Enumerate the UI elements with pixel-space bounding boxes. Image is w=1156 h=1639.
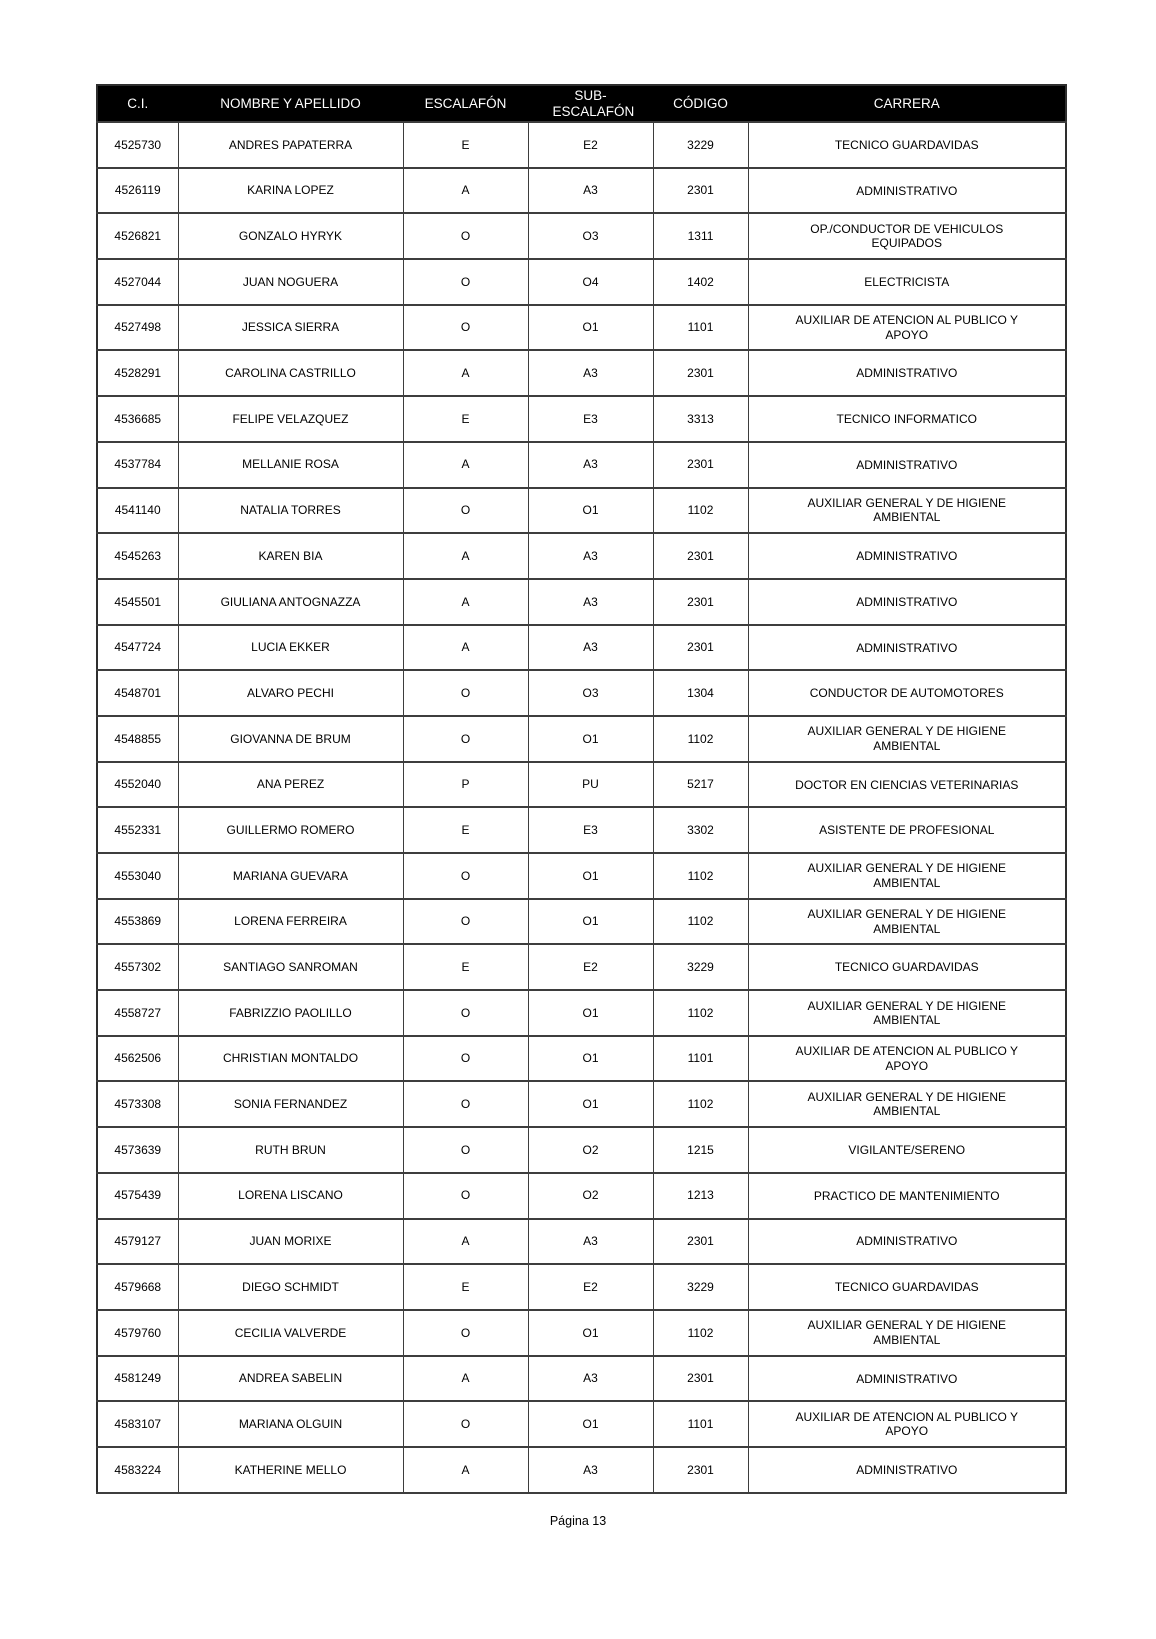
- cell-nombre: KARINA LOPEZ: [178, 168, 403, 214]
- carrera-text: CONDUCTOR DE AUTOMOTORES: [809, 686, 1004, 701]
- cell-codigo: 1102: [653, 990, 748, 1036]
- carrera-text: AUXILIAR GENERAL Y DE HIGIENE AMBIENTAL: [807, 998, 1006, 1027]
- cell-ci: 4526821: [97, 213, 178, 259]
- cell-codigo: 1311: [653, 213, 748, 259]
- cell-escalafon: O: [403, 1173, 528, 1219]
- cell-carrera: [748, 1036, 1066, 1082]
- carrera-text: AUXILIAR GENERAL Y DE HIGIENE AMBIENTAL: [807, 495, 1006, 525]
- cell-sub-escalafon: A3: [528, 168, 653, 214]
- cell-nombre: ANDRES PAPATERRA: [178, 122, 403, 168]
- table-row: [97, 1219, 1066, 1265]
- cell-ci: 4579127: [97, 1219, 178, 1265]
- cell-carrera: [748, 1401, 1066, 1447]
- cell-ci: 4541140: [97, 488, 178, 534]
- cell-ci: 4548855: [97, 716, 178, 762]
- cell-escalafon: E: [403, 396, 528, 442]
- table-row: [97, 168, 1066, 214]
- cell-nombre: ALVARO PECHI: [178, 670, 403, 716]
- cell-sub-escalafon: O2: [528, 1173, 653, 1219]
- cell-sub-escalafon: PU: [528, 762, 653, 808]
- table-row: [97, 1356, 1066, 1402]
- cell-codigo: 1102: [653, 716, 748, 762]
- cell-sub-escalafon: A3: [528, 442, 653, 488]
- cell-ci: 4545263: [97, 533, 178, 579]
- cell-escalafon: O: [403, 716, 528, 762]
- cell-sub-escalafon: O1: [528, 899, 653, 945]
- cell-sub-escalafon: O4: [528, 259, 653, 305]
- cell-sub-escalafon: A3: [528, 1219, 653, 1265]
- cell-carrera: [748, 1219, 1066, 1265]
- carrera-text: AUXILIAR GENERAL Y DE HIGIENE AMBIENTAL: [807, 861, 1006, 890]
- carrera-text: AUXILIAR GENERAL Y DE HIGIENE AMBIENTAL: [807, 907, 1006, 936]
- carrera-text: ADMINISTRATIVO: [856, 1234, 958, 1249]
- cell-carrera: [748, 716, 1066, 762]
- table-row: [97, 579, 1066, 625]
- cell-sub-escalafon: E2: [528, 944, 653, 990]
- carrera-text: ADMINISTRATIVO: [856, 366, 958, 381]
- cell-nombre: GONZALO HYRYK: [178, 213, 403, 259]
- personnel-table: [96, 84, 1067, 1494]
- cell-ci: 4553869: [97, 899, 178, 945]
- cell-codigo: 3313: [653, 396, 748, 442]
- carrera-text: TECNICO GUARDAVIDAS: [834, 960, 979, 975]
- cell-escalafon: A: [403, 1219, 528, 1265]
- carrera-text: AUXILIAR DE ATENCION AL PUBLICO Y APOYO: [795, 313, 1018, 342]
- table-row: [97, 350, 1066, 396]
- cell-sub-escalafon: A3: [528, 350, 653, 396]
- cell-escalafon: A: [403, 579, 528, 625]
- cell-codigo: 2301: [653, 625, 748, 671]
- cell-nombre: DIEGO SCHMIDT: [178, 1264, 403, 1310]
- table-row: [97, 990, 1066, 1036]
- carrera-text: AUXILIAR DE ATENCION AL PUBLICO Y APOYO: [795, 1409, 1018, 1439]
- cell-ci: 4528291: [97, 350, 178, 396]
- cell-nombre: CAROLINA CASTRILLO: [178, 350, 403, 396]
- cell-escalafon: O: [403, 899, 528, 945]
- table-row: [97, 488, 1066, 534]
- cell-codigo: 3229: [653, 1264, 748, 1310]
- table-row: [97, 396, 1066, 442]
- cell-ci: 4579668: [97, 1264, 178, 1310]
- column-header-escalafon: ESCALAFÓN: [403, 85, 528, 122]
- carrera-text: ADMINISTRATIVO: [856, 457, 958, 472]
- cell-codigo: 3229: [653, 944, 748, 990]
- cell-escalafon: O: [403, 990, 528, 1036]
- cell-nombre: KATHERINE MELLO: [178, 1447, 403, 1493]
- cell-carrera: [748, 396, 1066, 442]
- cell-ci: 4552040: [97, 762, 178, 808]
- table-row: [97, 1264, 1066, 1310]
- cell-carrera: [748, 853, 1066, 899]
- cell-sub-escalafon: E3: [528, 396, 653, 442]
- cell-ci: 4527498: [97, 305, 178, 351]
- cell-carrera: [748, 1447, 1066, 1493]
- cell-ci: 4547724: [97, 625, 178, 671]
- cell-ci: 4548701: [97, 670, 178, 716]
- carrera-text: AUXILIAR GENERAL Y DE HIGIENE AMBIENTAL: [807, 724, 1006, 753]
- cell-codigo: 1101: [653, 305, 748, 351]
- cell-sub-escalafon: O1: [528, 1081, 653, 1127]
- carrera-text: AUXILIAR DE ATENCION AL PUBLICO Y APOYO: [795, 1044, 1018, 1073]
- carrera-text: ADMINISTRATIVO: [856, 1462, 958, 1477]
- cell-codigo: 1101: [653, 1401, 748, 1447]
- cell-sub-escalafon: O1: [528, 1310, 653, 1356]
- table-row: [97, 305, 1066, 351]
- column-header-codigo: CÓDIGO: [653, 85, 748, 122]
- cell-escalafon: A: [403, 1356, 528, 1402]
- table-row: [97, 1401, 1066, 1447]
- carrera-text: TECNICO GUARDAVIDAS: [834, 1280, 979, 1295]
- cell-nombre: RUTH BRUN: [178, 1127, 403, 1173]
- cell-codigo: 1102: [653, 488, 748, 534]
- cell-escalafon: O: [403, 1401, 528, 1447]
- page-number: Página 13: [549, 1514, 607, 1528]
- cell-escalafon: E: [403, 807, 528, 853]
- cell-ci: 4552331: [97, 807, 178, 853]
- cell-ci: 4575439: [97, 1173, 178, 1219]
- carrera-text: AUXILIAR GENERAL Y DE HIGIENE AMBIENTAL: [807, 1318, 1006, 1347]
- cell-carrera: [748, 350, 1066, 396]
- cell-codigo: 1102: [653, 1310, 748, 1356]
- cell-nombre: LUCIA EKKER: [178, 625, 403, 671]
- cell-escalafon: O: [403, 1310, 528, 1356]
- cell-escalafon: O: [403, 1036, 528, 1082]
- cell-ci: 4527044: [97, 259, 178, 305]
- table-row: [97, 1081, 1066, 1127]
- cell-nombre: LORENA LISCANO: [178, 1173, 403, 1219]
- cell-sub-escalafon: O1: [528, 990, 653, 1036]
- cell-nombre: ANDREA SABELIN: [178, 1356, 403, 1402]
- cell-ci: 4557302: [97, 944, 178, 990]
- cell-nombre: CECILIA VALVERDE: [178, 1310, 403, 1356]
- table-row: [97, 899, 1066, 945]
- cell-escalafon: E: [403, 944, 528, 990]
- cell-escalafon: O: [403, 213, 528, 259]
- cell-codigo: 1304: [653, 670, 748, 716]
- cell-escalafon: O: [403, 853, 528, 899]
- cell-ci: 4579760: [97, 1310, 178, 1356]
- cell-sub-escalafon: O1: [528, 853, 653, 899]
- cell-codigo: 2301: [653, 1356, 748, 1402]
- cell-codigo: 3229: [653, 122, 748, 168]
- cell-carrera: [748, 1310, 1066, 1356]
- cell-nombre: MARIANA GUEVARA: [178, 853, 403, 899]
- cell-ci: 4583224: [97, 1447, 178, 1493]
- cell-ci: 4558727: [97, 990, 178, 1036]
- cell-ci: 4573308: [97, 1081, 178, 1127]
- cell-carrera: [748, 533, 1066, 579]
- cell-escalafon: O: [403, 1127, 528, 1173]
- carrera-text: AUXILIAR GENERAL Y DE HIGIENE AMBIENTAL: [807, 1089, 1006, 1119]
- table-row: [97, 122, 1066, 168]
- cell-ci: 4573639: [97, 1127, 178, 1173]
- column-header-ci: C.I.: [97, 85, 178, 122]
- cell-nombre: MELLANIE ROSA: [178, 442, 403, 488]
- cell-carrera: [748, 944, 1066, 990]
- column-header-carrera: CARRERA: [748, 85, 1066, 122]
- cell-escalafon: E: [403, 122, 528, 168]
- cell-nombre: CHRISTIAN MONTALDO: [178, 1036, 403, 1082]
- carrera-text: ASISTENTE DE PROFESIONAL: [819, 823, 995, 838]
- cell-nombre: LORENA FERREIRA: [178, 899, 403, 945]
- cell-escalafon: E: [403, 1264, 528, 1310]
- table-row: [97, 1036, 1066, 1082]
- cell-sub-escalafon: A3: [528, 1447, 653, 1493]
- cell-nombre: FELIPE VELAZQUEZ: [178, 396, 403, 442]
- cell-nombre: MARIANA OLGUIN: [178, 1401, 403, 1447]
- carrera-text: TECNICO INFORMATICO: [836, 412, 977, 427]
- cell-nombre: GIULIANA ANTOGNAZZA: [178, 579, 403, 625]
- cell-sub-escalafon: O1: [528, 716, 653, 762]
- table-row: [97, 944, 1066, 990]
- cell-sub-escalafon: O1: [528, 305, 653, 351]
- carrera-text: PRACTICO DE MANTENIMIENTO: [813, 1188, 1000, 1203]
- table-row: [97, 762, 1066, 808]
- table-row: [97, 807, 1066, 853]
- cell-sub-escalafon: O2: [528, 1127, 653, 1173]
- cell-carrera: [748, 990, 1066, 1036]
- cell-sub-escalafon: A3: [528, 1356, 653, 1402]
- cell-sub-escalafon: E3: [528, 807, 653, 853]
- cell-carrera: [748, 625, 1066, 671]
- cell-ci: 4526119: [97, 168, 178, 214]
- cell-ci: 4562506: [97, 1036, 178, 1082]
- cell-escalafon: A: [403, 533, 528, 579]
- table-row: [97, 670, 1066, 716]
- cell-codigo: 2301: [653, 442, 748, 488]
- cell-ci: 4537784: [97, 442, 178, 488]
- cell-ci: 4536685: [97, 396, 178, 442]
- carrera-text: ELECTRICISTA: [864, 275, 950, 290]
- cell-nombre: FABRIZZIO PAOLILLO: [178, 990, 403, 1036]
- cell-sub-escalafon: E2: [528, 122, 653, 168]
- carrera-text: ADMINISTRATIVO: [856, 640, 958, 655]
- carrera-text: ADMINISTRATIVO: [856, 183, 958, 198]
- cell-sub-escalafon: O1: [528, 488, 653, 534]
- cell-escalafon: O: [403, 488, 528, 534]
- table-row: [97, 625, 1066, 671]
- cell-sub-escalafon: O3: [528, 213, 653, 259]
- cell-codigo: 1213: [653, 1173, 748, 1219]
- cell-nombre: GUILLERMO ROMERO: [178, 807, 403, 853]
- cell-carrera: [748, 1081, 1066, 1127]
- carrera-text: ADMINISTRATIVO: [856, 594, 958, 609]
- cell-carrera: [748, 442, 1066, 488]
- cell-carrera: [748, 1173, 1066, 1219]
- table-row: [97, 1127, 1066, 1173]
- table-row: [97, 1310, 1066, 1356]
- cell-codigo: 1402: [653, 259, 748, 305]
- cell-escalafon: O: [403, 305, 528, 351]
- cell-carrera: [748, 305, 1066, 351]
- cell-codigo: 1215: [653, 1127, 748, 1173]
- cell-escalafon: O: [403, 1081, 528, 1127]
- cell-codigo: 2301: [653, 1219, 748, 1265]
- cell-escalafon: A: [403, 350, 528, 396]
- table-row: [97, 213, 1066, 259]
- cell-carrera: [748, 259, 1066, 305]
- cell-ci: 4583107: [97, 1401, 178, 1447]
- cell-codigo: 2301: [653, 168, 748, 214]
- cell-nombre: JUAN MORIXE: [178, 1219, 403, 1265]
- cell-sub-escalafon: A3: [528, 579, 653, 625]
- table-row: [97, 442, 1066, 488]
- cell-carrera: [748, 122, 1066, 168]
- cell-nombre: ANA PEREZ: [178, 762, 403, 808]
- cell-sub-escalafon: O1: [528, 1401, 653, 1447]
- cell-nombre: NATALIA TORRES: [178, 488, 403, 534]
- cell-escalafon: A: [403, 625, 528, 671]
- carrera-text: OP./CONDUCTOR DE VEHICULOS EQUIPADOS: [810, 221, 1004, 251]
- cell-nombre: SONIA FERNANDEZ: [178, 1081, 403, 1127]
- cell-codigo: 1101: [653, 1036, 748, 1082]
- table-row: [97, 259, 1066, 305]
- cell-nombre: JESSICA SIERRA: [178, 305, 403, 351]
- column-header-sub-escalafon: SUB-ESCALAFÓN: [528, 85, 653, 122]
- cell-sub-escalafon: O1: [528, 1036, 653, 1082]
- cell-carrera: [748, 899, 1066, 945]
- cell-codigo: 2301: [653, 350, 748, 396]
- cell-escalafon: O: [403, 670, 528, 716]
- cell-codigo: 1102: [653, 1081, 748, 1127]
- cell-carrera: [748, 1264, 1066, 1310]
- cell-escalafon: O: [403, 259, 528, 305]
- cell-codigo: 2301: [653, 579, 748, 625]
- cell-codigo: 1102: [653, 853, 748, 899]
- carrera-text: TECNICO GUARDAVIDAS: [834, 137, 979, 152]
- table-row: [97, 1447, 1066, 1493]
- cell-sub-escalafon: O3: [528, 670, 653, 716]
- cell-carrera: [748, 807, 1066, 853]
- cell-carrera: [748, 168, 1066, 214]
- cell-sub-escalafon: A3: [528, 625, 653, 671]
- cell-carrera: [748, 213, 1066, 259]
- table-row: [97, 716, 1066, 762]
- cell-sub-escalafon: A3: [528, 533, 653, 579]
- carrera-text: DOCTOR EN CIENCIAS VETERINARIAS: [795, 777, 1019, 792]
- cell-carrera: [748, 579, 1066, 625]
- cell-escalafon: A: [403, 168, 528, 214]
- table-row: [97, 1173, 1066, 1219]
- cell-ci: 4545501: [97, 579, 178, 625]
- carrera-text: ADMINISTRATIVO: [856, 549, 958, 564]
- column-header-nombre: NOMBRE Y APELLIDO: [178, 85, 403, 122]
- cell-escalafon: A: [403, 1447, 528, 1493]
- cell-carrera: [748, 670, 1066, 716]
- cell-nombre: JUAN NOGUERA: [178, 259, 403, 305]
- cell-ci: 4553040: [97, 853, 178, 899]
- carrera-text: VIGILANTE/SERENO: [848, 1143, 966, 1158]
- cell-codigo: 1102: [653, 899, 748, 945]
- cell-sub-escalafon: E2: [528, 1264, 653, 1310]
- cell-codigo: 2301: [653, 1447, 748, 1493]
- carrera-text: ADMINISTRATIVO: [856, 1371, 958, 1386]
- cell-escalafon: A: [403, 442, 528, 488]
- cell-ci: 4525730: [97, 122, 178, 168]
- cell-carrera: [748, 762, 1066, 808]
- cell-escalafon: P: [403, 762, 528, 808]
- cell-codigo: 3302: [653, 807, 748, 853]
- header-row: [97, 85, 1066, 122]
- cell-carrera: [748, 1356, 1066, 1402]
- cell-codigo: 5217: [653, 762, 748, 808]
- cell-nombre: KAREN BIA: [178, 533, 403, 579]
- cell-codigo: 2301: [653, 533, 748, 579]
- cell-carrera: [748, 1127, 1066, 1173]
- cell-ci: 4581249: [97, 1356, 178, 1402]
- table-row: [97, 533, 1066, 579]
- table-row: [97, 853, 1066, 899]
- cell-nombre: SANTIAGO SANROMAN: [178, 944, 403, 990]
- cell-nombre: GIOVANNA DE BRUM: [178, 716, 403, 762]
- cell-carrera: [748, 488, 1066, 534]
